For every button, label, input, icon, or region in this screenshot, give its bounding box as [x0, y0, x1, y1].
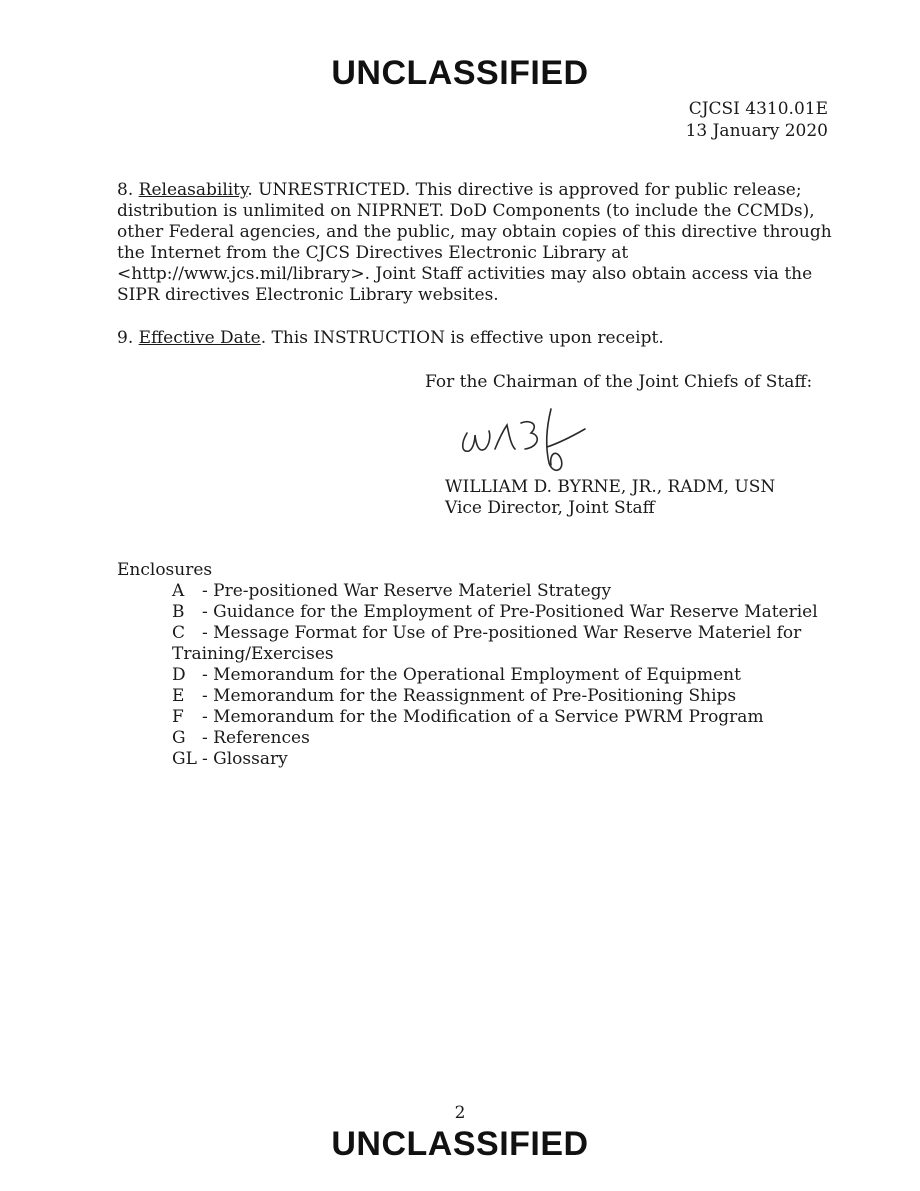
enclosure-title: - Message Format for Use of Pre-positioned War Reserve Materiel for Training/Exercises — [172, 623, 802, 664]
enclosure-title: - Memorandum for the Reassignment of Pre-Positioning Ships — [202, 686, 737, 706]
signer-block — [445, 477, 775, 519]
enclosure-letter: E — [172, 686, 185, 706]
document-identifier — [686, 98, 828, 142]
classification-banner-top: UNCLASSIFIED — [331, 54, 589, 92]
enclosure-item — [172, 623, 837, 665]
enclosure-letter: F — [172, 707, 184, 727]
paragraph-releasability — [117, 180, 832, 306]
enclosure-item — [172, 581, 837, 602]
enclosure-letter: D — [172, 665, 186, 685]
enclosure-title: - Memorandum for the Operational Employment of Equipment — [202, 665, 741, 685]
enclosure-item — [172, 665, 837, 686]
paragraph-number: 8. — [117, 180, 134, 200]
signer-title: Vice Director, Joint Staff — [445, 498, 655, 518]
enclosure-letter: A — [172, 581, 185, 601]
enclosure-item — [172, 728, 837, 749]
enclosure-title: - Memorandum for the Modification of a Service PWRM Program — [202, 707, 764, 727]
signature-for-line: For the Chairman of the Joint Chiefs of Staff: — [425, 372, 813, 392]
enclosure-title: - Glossary — [202, 749, 288, 769]
paragraph-heading: Effective Date — [138, 328, 261, 348]
enclosure-item — [172, 707, 837, 728]
paragraph-number: 9. — [117, 328, 134, 348]
enclosure-item — [172, 749, 837, 770]
enclosure-title: - Guidance for the Employment of Pre-Positioned War Reserve Materiel — [202, 602, 818, 622]
document-date: 13 January 2020 — [685, 121, 828, 141]
enclosures-section — [117, 560, 837, 770]
enclosure-item — [172, 602, 837, 623]
enclosure-title: - Pre-positioned War Reserve Materiel Strategy — [202, 581, 612, 601]
paragraph-effective-date — [117, 328, 832, 349]
paragraph-heading: Releasability — [138, 180, 248, 200]
enclosure-title: - References — [202, 728, 310, 748]
enclosure-letter: GL — [172, 749, 197, 769]
document-number: CJCSI 4310.01E — [688, 99, 828, 119]
enclosure-item — [172, 686, 837, 707]
signer-name: WILLIAM D. BYRNE, JR., RADM, USN — [445, 477, 776, 497]
enclosure-letter: G — [172, 728, 186, 748]
paragraph-text: . This INSTRUCTION is effective upon receipt. — [260, 328, 664, 348]
enclosures-heading: Enclosures — [117, 560, 213, 580]
paragraph-text: . UNRESTRICTED. This directive is approved for public release; distribution is unlimited on NIPRNET. DoD Components (to include the CCMDs), other Federal agencies, and the public, may obtain copies of this directive through the Internet from the CJCS Directives Electronic Library at <http://www.jcs.mil/library>. Joint Staff activities may also obtain access via the SIPR directives Electronic Library websites. — [117, 180, 832, 305]
classification-banner-bottom: UNCLASSIFIED — [331, 1125, 589, 1163]
handwritten-signature — [455, 405, 605, 485]
enclosure-letter: C — [172, 623, 186, 643]
page-number: 2 — [454, 1103, 466, 1123]
enclosure-letter: B — [172, 602, 185, 622]
enclosures-list — [172, 581, 837, 770]
